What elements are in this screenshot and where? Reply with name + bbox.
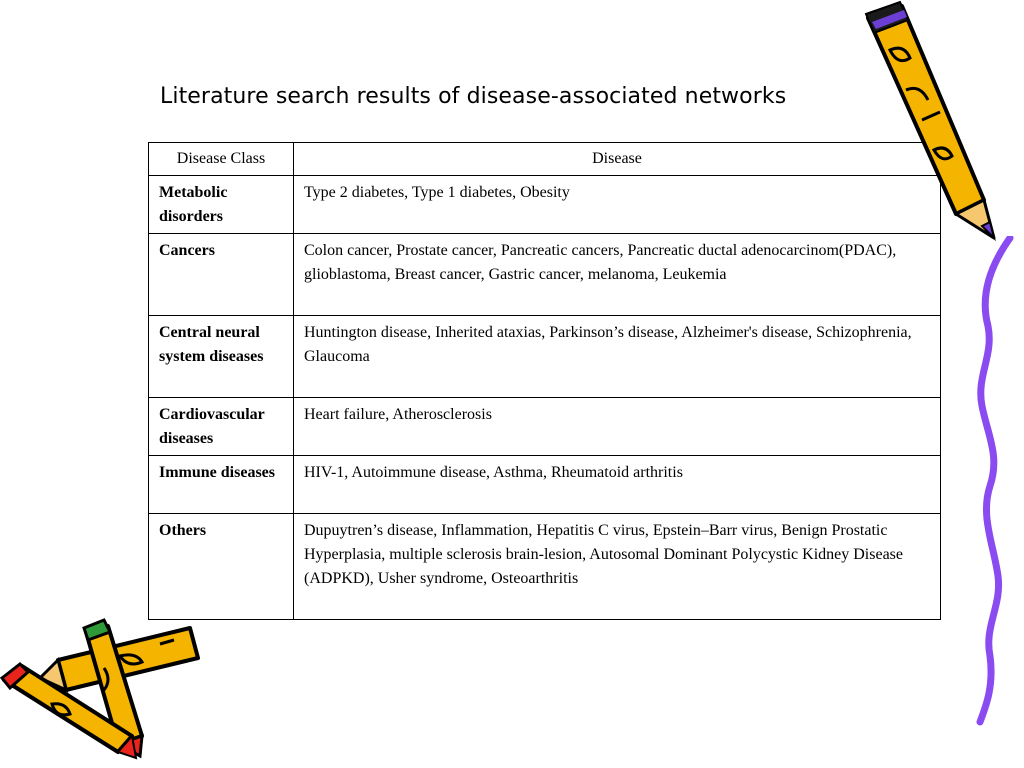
table-header-row <box>149 143 941 176</box>
squiggle-path <box>980 238 1010 722</box>
disease-class-cell: Others <box>149 514 294 620</box>
pencil-top-right-shape <box>866 2 994 238</box>
table-row <box>149 234 941 316</box>
disease-list-cell: Huntington disease, Inherited ataxias, Parkinson’s disease, Alzheimer's disease, Schizophrenia, Glaucoma <box>294 316 941 398</box>
table-row <box>149 456 941 514</box>
table-row <box>149 514 941 620</box>
disease-list-cell: Colon cancer, Prostate cancer, Pancreatic cancers, Pancreatic ductal adenocarcinom(PDAC), glioblastoma, Breast cancer, Gastric cancer, melanoma, Leukemia <box>294 234 941 316</box>
disease-class-cell: Metabolic disorders <box>149 176 294 234</box>
disease-list-cell: Heart failure, Atherosclerosis <box>294 398 941 456</box>
table-row <box>149 176 941 234</box>
disease-list-cell: HIV-1, Autoimmune disease, Asthma, Rheumatoid arthritis <box>294 456 941 514</box>
disease-class-cell: Immune diseases <box>149 456 294 514</box>
disease-list-cell: Dupuytren’s disease, Inflammation, Hepatitis C virus, Epstein–Barr virus, Benign Prostatic Hyperplasia, multiple sclerosis brain-lesion, Autosomal Dominant Polycystic Kidney Disease (ADPKD), Usher syndrome, Osteoarthritis <box>294 514 941 620</box>
squiggle-line-icon <box>960 236 1020 726</box>
table-row <box>149 316 941 398</box>
disease-class-cell: Cancers <box>149 234 294 316</box>
disease-table <box>148 142 941 620</box>
pencils-bottom-left-icon <box>0 618 210 760</box>
disease-list-cell: Type 2 diabetes, Type 1 diabetes, Obesity <box>294 176 941 234</box>
disease-class-cell: Central neural system diseases <box>149 316 294 398</box>
header-disease: Disease <box>294 143 941 176</box>
slide-title: Literature search results of disease-associated networks <box>160 84 787 109</box>
disease-class-cell: Cardiovascular diseases <box>149 398 294 456</box>
header-disease-class: Disease Class <box>149 143 294 176</box>
pencil-top-right-icon <box>860 0 1010 245</box>
table-row <box>149 398 941 456</box>
